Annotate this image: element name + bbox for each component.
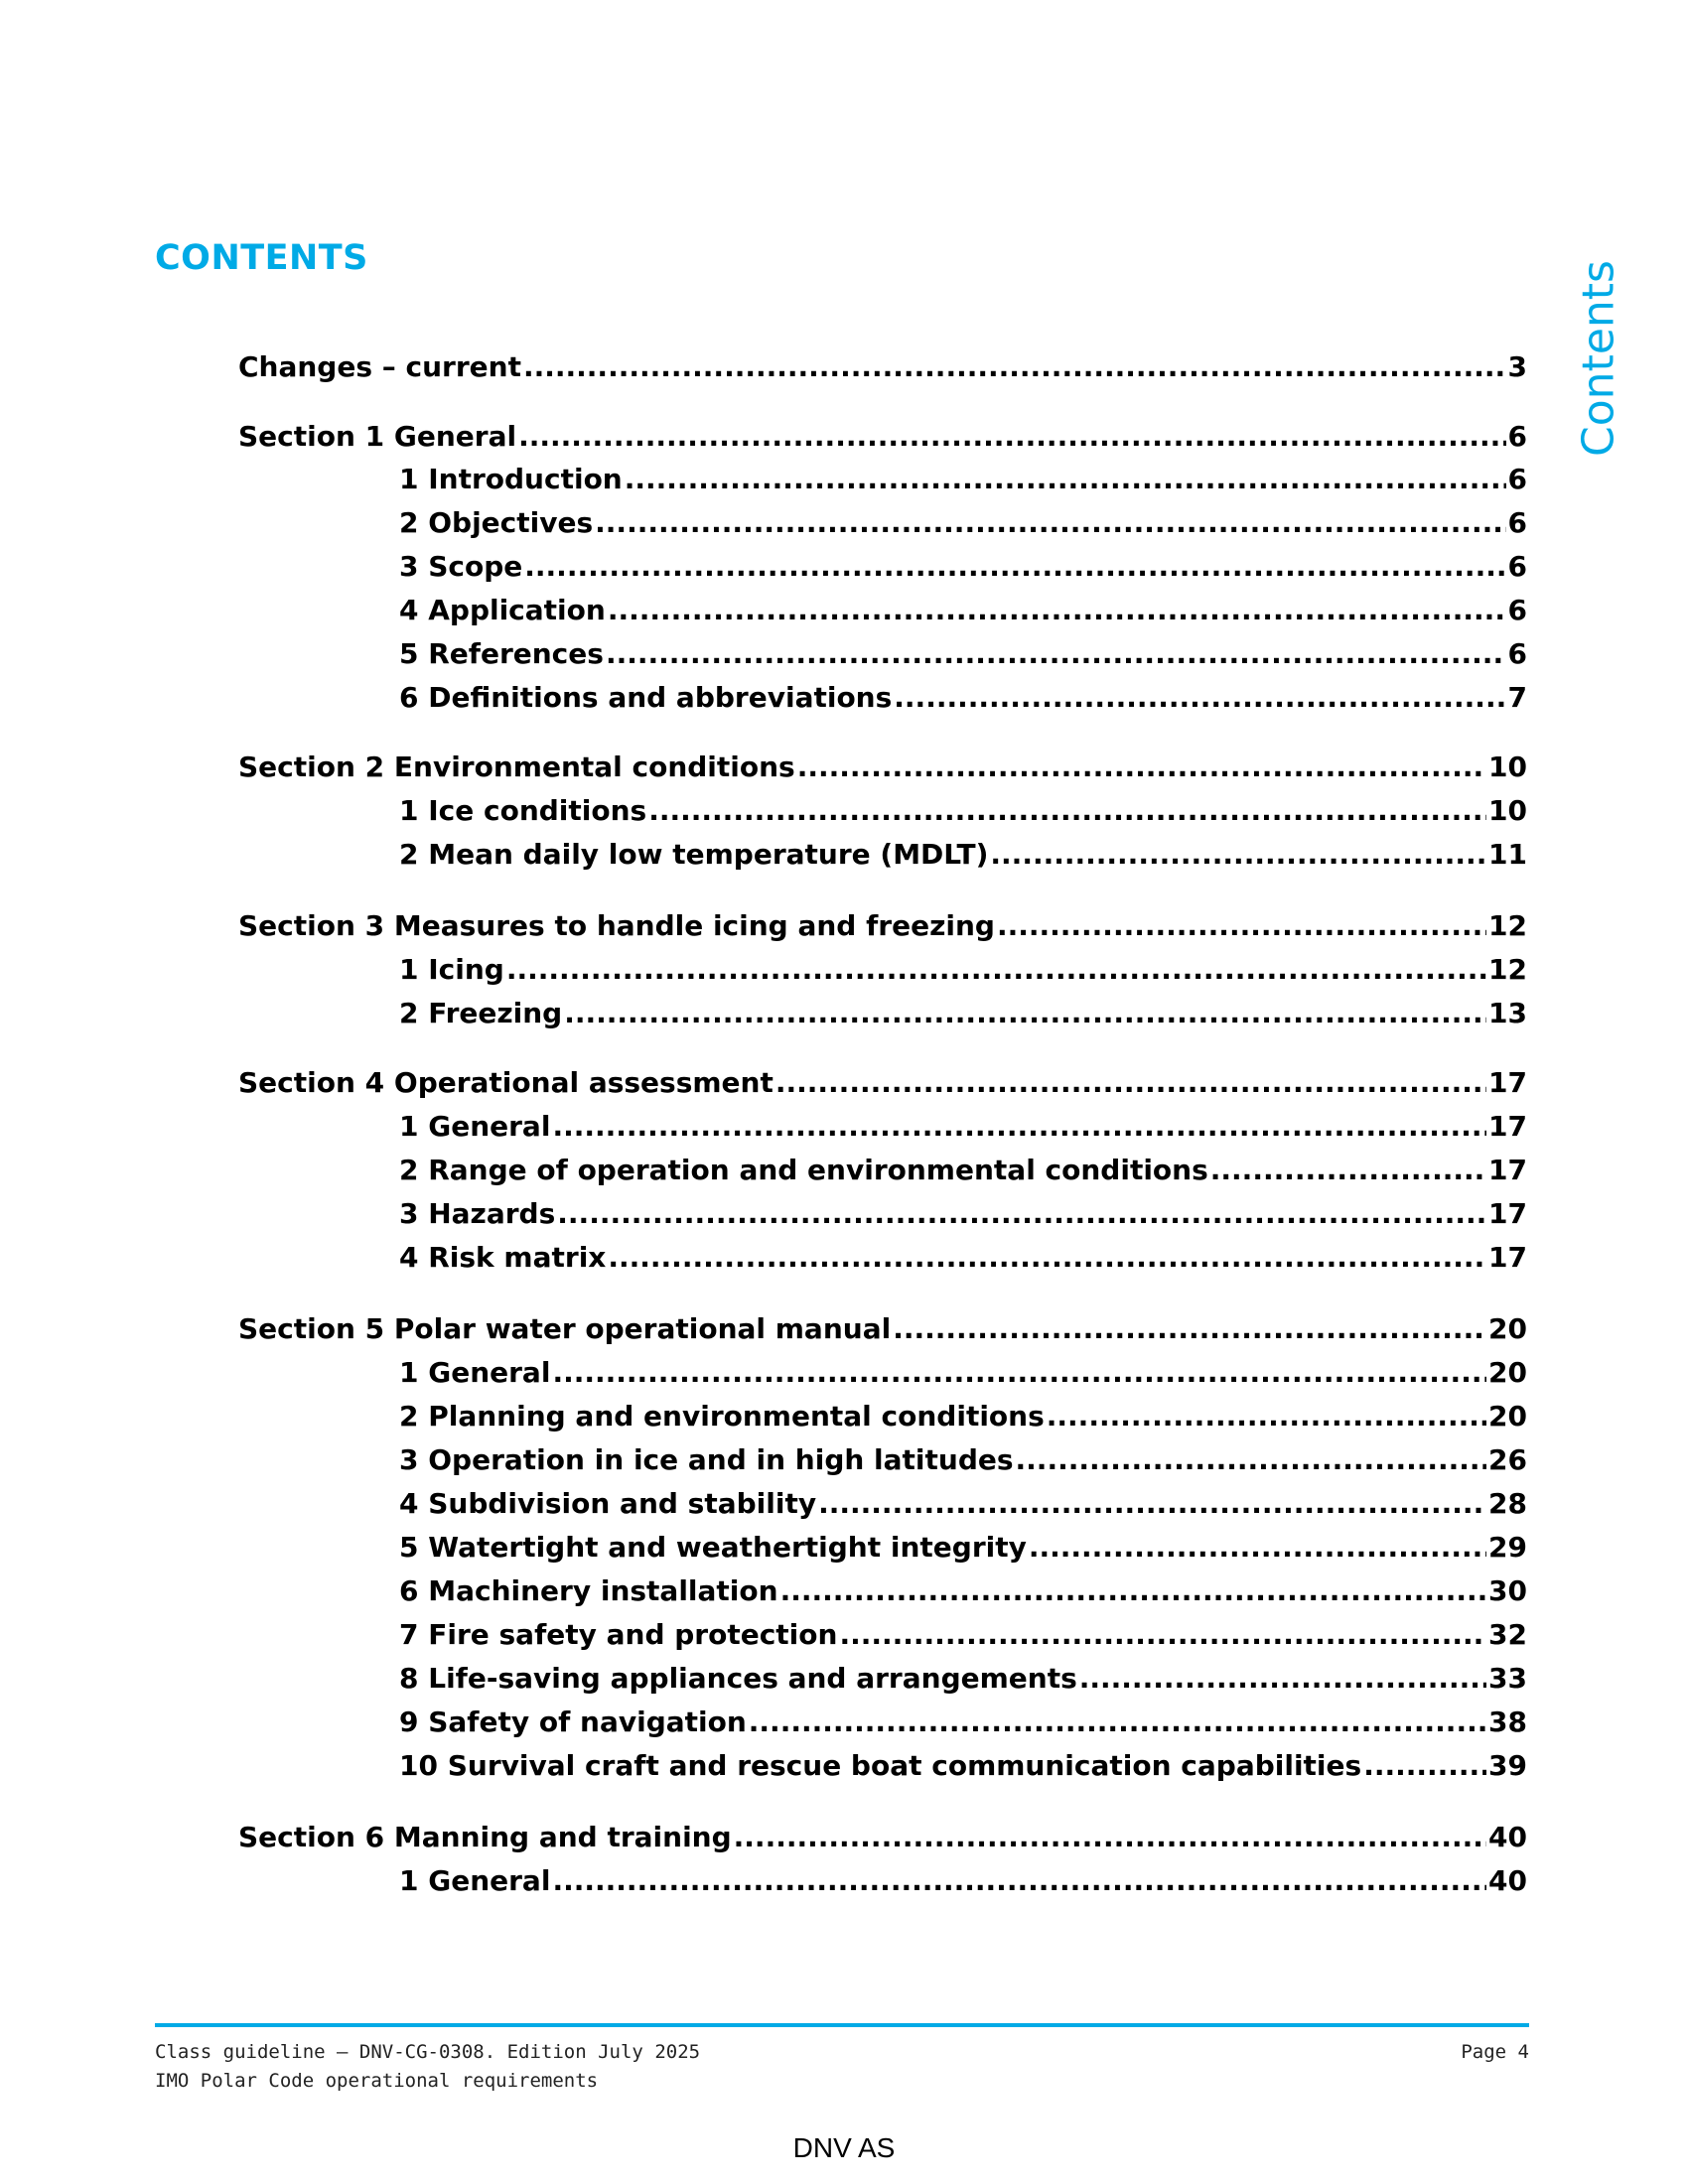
toc-entry[interactable]	[399, 1528, 1527, 1568]
toc-leader-dots	[523, 347, 1506, 387]
page-title: CONTENTS	[155, 238, 368, 278]
toc-entry[interactable]	[399, 460, 1527, 499]
toc-leader-dots	[557, 1194, 1486, 1234]
toc-entry[interactable]	[399, 1353, 1527, 1393]
toc-leader-dots	[839, 1615, 1486, 1655]
toc-page-number: 6	[1507, 463, 1527, 495]
toc-entry-label: Section 4 Operational assessment	[238, 1066, 774, 1099]
toc-entry[interactable]	[399, 591, 1527, 630]
toc-leader-dots	[648, 791, 1486, 831]
toc-entry-label: 4 Application	[399, 594, 606, 626]
toc-page-number: 10	[1488, 751, 1527, 783]
toc-entry-label: 1 General	[399, 1110, 551, 1143]
toc-entry-label: Section 5 Polar water operational manual	[238, 1312, 892, 1345]
toc-leader-dots	[893, 1309, 1486, 1349]
toc-entry-label: 3 Scope	[399, 550, 523, 583]
toc-page-number: 6	[1507, 637, 1527, 670]
toc-entry-label: 4 Subdivision and stability	[399, 1487, 817, 1520]
toc-page-number: 17	[1488, 1197, 1527, 1230]
toc-leader-dots	[608, 591, 1506, 630]
toc-entry[interactable]	[399, 950, 1527, 990]
toc-entry[interactable]	[399, 1397, 1527, 1436]
toc-page-number: 40	[1488, 1864, 1527, 1897]
toc-entry[interactable]	[399, 835, 1527, 875]
toc-page-number: 3	[1507, 350, 1527, 383]
toc-leader-dots	[1210, 1151, 1486, 1190]
toc-entry[interactable]	[238, 906, 1527, 946]
toc-entry-label: 8 Life-saving appliances and arrangements	[399, 1662, 1077, 1695]
toc-entry-label: 3 Operation in ice and in high latitudes	[399, 1443, 1014, 1476]
footer-doc-title: IMO Polar Code operational requirements	[155, 2070, 599, 2092]
toc-leader-dots	[818, 1484, 1486, 1524]
toc-page-number: 6	[1507, 550, 1527, 583]
toc-entry[interactable]	[399, 1659, 1527, 1699]
toc-entry-label: 6 Definitions and abbreviations	[399, 681, 893, 714]
toc-page-number: 10	[1488, 794, 1527, 827]
toc-entry[interactable]	[238, 1818, 1527, 1857]
toc-leader-dots	[1363, 1746, 1486, 1786]
toc-entry-label: Section 1 General	[238, 420, 517, 453]
toc-page-number: 17	[1488, 1154, 1527, 1186]
toc-page-number: 30	[1488, 1574, 1527, 1607]
toc-entry[interactable]	[399, 1703, 1527, 1742]
toc-leader-dots	[552, 1353, 1486, 1393]
toc-entry-label: 2 Objectives	[399, 506, 594, 539]
toc-page-number: 20	[1488, 1312, 1527, 1345]
toc-entry[interactable]	[399, 1571, 1527, 1611]
footer-doc-ref: Class guideline — DNV-CG-0308. Edition July 2025	[155, 2041, 701, 2063]
toc-entry[interactable]	[399, 1746, 1527, 1786]
toc-entry-label: Section 3 Measures to handle icing and freezing	[238, 909, 995, 942]
toc-entry[interactable]	[238, 1063, 1527, 1103]
toc-entry[interactable]	[399, 1238, 1527, 1278]
toc-entry-label: Changes – current	[238, 350, 521, 383]
toc-page-number: 39	[1488, 1749, 1527, 1782]
toc-entry[interactable]	[238, 347, 1527, 387]
toc-entry[interactable]	[399, 1861, 1527, 1901]
toc-page-number: 33	[1488, 1662, 1527, 1695]
toc-leader-dots	[734, 1818, 1486, 1857]
toc-page-number: 11	[1488, 838, 1527, 871]
toc-page-number: 12	[1488, 909, 1527, 942]
toc-entry-label: 1 General	[399, 1864, 551, 1897]
toc-entry[interactable]	[238, 1309, 1527, 1349]
toc-entry-label: 4 Risk matrix	[399, 1241, 607, 1274]
toc-leader-dots	[797, 748, 1486, 787]
toc-entry[interactable]	[399, 1440, 1527, 1480]
toc-page-number: 6	[1507, 594, 1527, 626]
toc-entry-label: 9 Safety of navigation	[399, 1706, 747, 1738]
toc-page-number: 17	[1488, 1066, 1527, 1099]
toc-entry[interactable]	[399, 1484, 1527, 1524]
toc-leader-dots	[552, 1107, 1486, 1147]
toc-leader-dots	[552, 1861, 1486, 1901]
toc-leader-dots	[606, 634, 1506, 674]
toc-entry[interactable]	[399, 994, 1527, 1033]
toc-entry-label: 10 Survival craft and rescue boat communication capabilities	[399, 1749, 1362, 1782]
toc-page-number: 13	[1488, 997, 1527, 1029]
toc-leader-dots	[775, 1063, 1486, 1103]
toc-page-number: 12	[1488, 953, 1527, 986]
toc-entry-label: 1 Ice conditions	[399, 794, 647, 827]
toc-entry-label: 2 Freezing	[399, 997, 563, 1029]
toc-entry-label: 1 General	[399, 1356, 551, 1389]
toc-entry[interactable]	[399, 1615, 1527, 1655]
toc-entry[interactable]	[238, 748, 1527, 787]
toc-page-number: 28	[1488, 1487, 1527, 1520]
toc-leader-dots	[518, 417, 1505, 457]
toc-entry[interactable]	[399, 547, 1527, 587]
toc-leader-dots	[524, 547, 1505, 587]
side-tab	[1569, 254, 1628, 463]
toc-leader-dots	[506, 950, 1486, 990]
toc-page-number: 38	[1488, 1706, 1527, 1738]
toc-entry[interactable]	[399, 1107, 1527, 1147]
toc-entry-label: 6 Machinery installation	[399, 1574, 778, 1607]
toc-entry[interactable]	[399, 791, 1527, 831]
toc-entry[interactable]	[399, 1194, 1527, 1234]
toc-leader-dots	[1029, 1528, 1486, 1568]
toc-leader-dots	[564, 994, 1486, 1033]
toc-leader-dots	[749, 1703, 1486, 1742]
toc-entry[interactable]	[399, 1151, 1527, 1190]
footer-divider	[155, 2023, 1529, 2027]
toc-page-number: 17	[1488, 1241, 1527, 1274]
toc-page-number: 32	[1488, 1618, 1527, 1651]
toc-leader-dots	[990, 835, 1486, 875]
toc-entry-label: 1 Introduction	[399, 463, 623, 495]
footer-page-number: Page 4	[1461, 2041, 1529, 2063]
toc-page-number: 17	[1488, 1110, 1527, 1143]
toc-entry-label: 1 Icing	[399, 953, 504, 986]
toc-leader-dots	[1047, 1397, 1486, 1436]
toc-leader-dots	[894, 678, 1505, 718]
toc-entry-label: 5 References	[399, 637, 604, 670]
toc-leader-dots	[1016, 1440, 1487, 1480]
toc-entry-label: Section 6 Manning and training	[238, 1821, 732, 1853]
toc-entry[interactable]	[399, 503, 1527, 543]
side-tab-label: Contents	[1573, 260, 1624, 457]
toc-entry-label: 3 Hazards	[399, 1197, 556, 1230]
toc-page-number: 20	[1488, 1356, 1527, 1389]
toc-page-number: 40	[1488, 1821, 1527, 1853]
toc-leader-dots	[1079, 1659, 1486, 1699]
toc-page-number: 7	[1507, 681, 1527, 714]
toc-page-number: 6	[1507, 506, 1527, 539]
toc-page-number: 29	[1488, 1531, 1527, 1564]
toc-page-number: 20	[1488, 1400, 1527, 1433]
toc-leader-dots	[780, 1571, 1486, 1611]
toc-leader-dots	[595, 503, 1505, 543]
toc-entry-label: 2 Mean daily low temperature (MDLT)	[399, 838, 989, 871]
toc-leader-dots	[997, 906, 1486, 946]
toc-leader-dots	[625, 460, 1506, 499]
toc-entry[interactable]	[238, 417, 1527, 457]
toc-entry[interactable]	[399, 634, 1527, 674]
toc-leader-dots	[608, 1238, 1486, 1278]
toc-entry[interactable]	[399, 678, 1527, 718]
toc-page-number: 26	[1488, 1443, 1527, 1476]
toc-entry-label: 2 Planning and environmental conditions	[399, 1400, 1045, 1433]
toc-page-number: 6	[1507, 420, 1527, 453]
toc-entry-label: 7 Fire safety and protection	[399, 1618, 838, 1651]
publisher-name: DNV AS	[792, 2132, 896, 2163]
toc-entry-label: 5 Watertight and weathertight integrity	[399, 1531, 1027, 1564]
toc-entry-label: 2 Range of operation and environmental conditions	[399, 1154, 1208, 1186]
toc-entry-label: Section 2 Environmental conditions	[238, 751, 795, 783]
